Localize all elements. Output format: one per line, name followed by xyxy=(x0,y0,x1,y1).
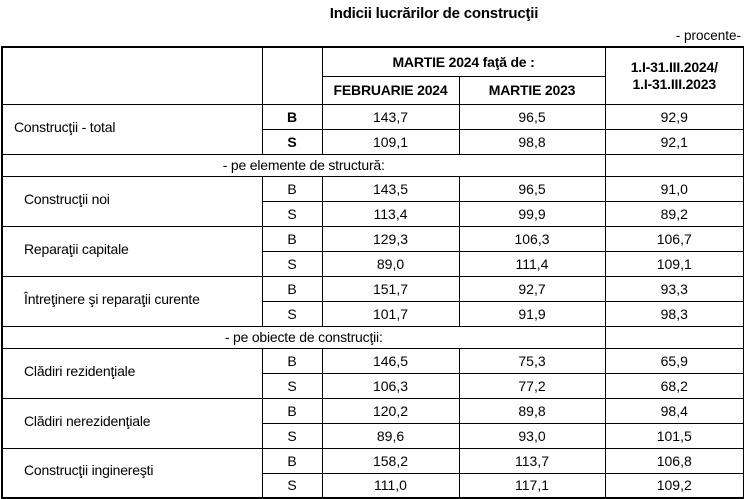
header-quarter xyxy=(605,47,744,104)
value-cell: 109,2 xyxy=(605,473,744,498)
value-cell: 92,7 xyxy=(459,276,605,301)
value-cell: 89,0 xyxy=(322,251,459,276)
bs-cell: S xyxy=(262,373,322,398)
row-label-intretinere: Întreţinere şi reparaţii curente xyxy=(2,276,262,326)
value-cell: 143,7 xyxy=(322,104,459,129)
value-cell: 106,3 xyxy=(322,373,459,398)
value-cell: 109,1 xyxy=(322,129,459,154)
value-cell: 106,3 xyxy=(459,226,605,251)
value-cell: 98,8 xyxy=(459,129,605,154)
value-cell: 89,6 xyxy=(322,423,459,448)
value-cell: 98,3 xyxy=(605,301,744,326)
value-cell: 96,5 xyxy=(459,104,605,129)
value-cell: 89,2 xyxy=(605,201,744,226)
value-cell: 101,5 xyxy=(605,423,744,448)
page-title: Indicii lucrărilor de construcţii xyxy=(329,5,539,22)
header-martie-2023: MARTIE 2023 xyxy=(459,76,605,104)
value-cell: 98,4 xyxy=(605,398,744,423)
value-cell: 113,4 xyxy=(322,201,459,226)
value-cell: 101,7 xyxy=(322,301,459,326)
row-label-reparatii-capitale: Reparaţii capitale xyxy=(2,226,262,276)
value-cell: 106,7 xyxy=(605,226,744,251)
value-cell: 120,2 xyxy=(322,398,459,423)
bs-cell: S xyxy=(262,201,322,226)
value-cell: 91,0 xyxy=(605,176,744,201)
bs-cell: S xyxy=(262,129,322,154)
construction-indices-table xyxy=(1,46,744,499)
section-row-elemente-structura xyxy=(2,154,744,176)
header-februarie-2024: FEBRUARIE 2024 xyxy=(322,76,459,104)
header-compare-group: MARTIE 2024 faţă de : xyxy=(322,47,605,76)
row-reparatii-capitale-b xyxy=(2,226,744,251)
value-cell: 117,1 xyxy=(459,473,605,498)
bs-cell: B xyxy=(262,348,322,373)
bs-cell: S xyxy=(262,251,322,276)
row-label-cladiri-rezidentiale: Clădiri rezidenţiale xyxy=(2,348,262,398)
row-label-constructii-noi: Construcţii noi xyxy=(2,176,262,226)
row-label-constructii-total: Construcţii - total xyxy=(2,104,262,154)
section-label: - pe obiecte de construcţii: xyxy=(2,326,605,348)
section-row-obiecte-constructii xyxy=(2,326,744,348)
value-cell: 68,2 xyxy=(605,373,744,398)
row-intretinere-b xyxy=(2,276,744,301)
value-cell: 151,7 xyxy=(322,276,459,301)
section-empty-cell xyxy=(605,326,744,348)
value-cell: 93,0 xyxy=(459,423,605,448)
value-cell: 75,3 xyxy=(459,348,605,373)
unit-note: - procente- xyxy=(675,28,741,43)
bs-cell: B xyxy=(262,448,322,473)
value-cell: 111,4 xyxy=(459,251,605,276)
value-cell: 109,1 xyxy=(605,251,744,276)
section-label: - pe elemente de structură: xyxy=(2,154,605,176)
value-cell: 99,9 xyxy=(459,201,605,226)
row-constructii-ingineresti-b xyxy=(2,448,744,473)
value-cell: 91,9 xyxy=(459,301,605,326)
header-quarter-line2: 1.I-31.III.2023 xyxy=(632,75,716,92)
value-cell: 92,1 xyxy=(605,129,744,154)
row-label-constructii-ingineresti: Construcţii inginereşti xyxy=(2,448,262,498)
value-cell: 129,3 xyxy=(322,226,459,251)
value-cell: 113,7 xyxy=(459,448,605,473)
value-cell: 77,2 xyxy=(459,373,605,398)
row-cladiri-rezidentiale-b xyxy=(2,348,744,373)
section-empty-cell xyxy=(605,154,744,176)
header-empty-label xyxy=(2,47,262,104)
value-cell: 89,8 xyxy=(459,398,605,423)
bs-cell: B xyxy=(262,226,322,251)
bs-cell: B xyxy=(262,104,322,129)
value-cell: 106,8 xyxy=(605,448,744,473)
value-cell: 158,2 xyxy=(322,448,459,473)
value-cell: 65,9 xyxy=(605,348,744,373)
header-empty-bs xyxy=(262,47,322,104)
value-cell: 93,3 xyxy=(605,276,744,301)
bs-cell: B xyxy=(262,176,322,201)
bs-cell: B xyxy=(262,276,322,301)
bs-cell: S xyxy=(262,301,322,326)
row-cladiri-nerezidentiale-b xyxy=(2,398,744,423)
value-cell: 146,5 xyxy=(322,348,459,373)
bs-cell: B xyxy=(262,398,322,423)
header-quarter-line1: 1.I-31.III.2024/ xyxy=(630,58,718,75)
row-constructii-noi-b xyxy=(2,176,744,201)
header-row-1 xyxy=(2,47,744,76)
value-cell: 96,5 xyxy=(459,176,605,201)
row-constructii-total-b xyxy=(2,104,744,129)
value-cell: 92,9 xyxy=(605,104,744,129)
value-cell: 143,5 xyxy=(322,176,459,201)
row-label-cladiri-nerezidentiale: Clădiri nerezidenţiale xyxy=(2,398,262,448)
bs-cell: S xyxy=(262,473,322,498)
value-cell: 111,0 xyxy=(322,473,459,498)
bs-cell: S xyxy=(262,423,322,448)
